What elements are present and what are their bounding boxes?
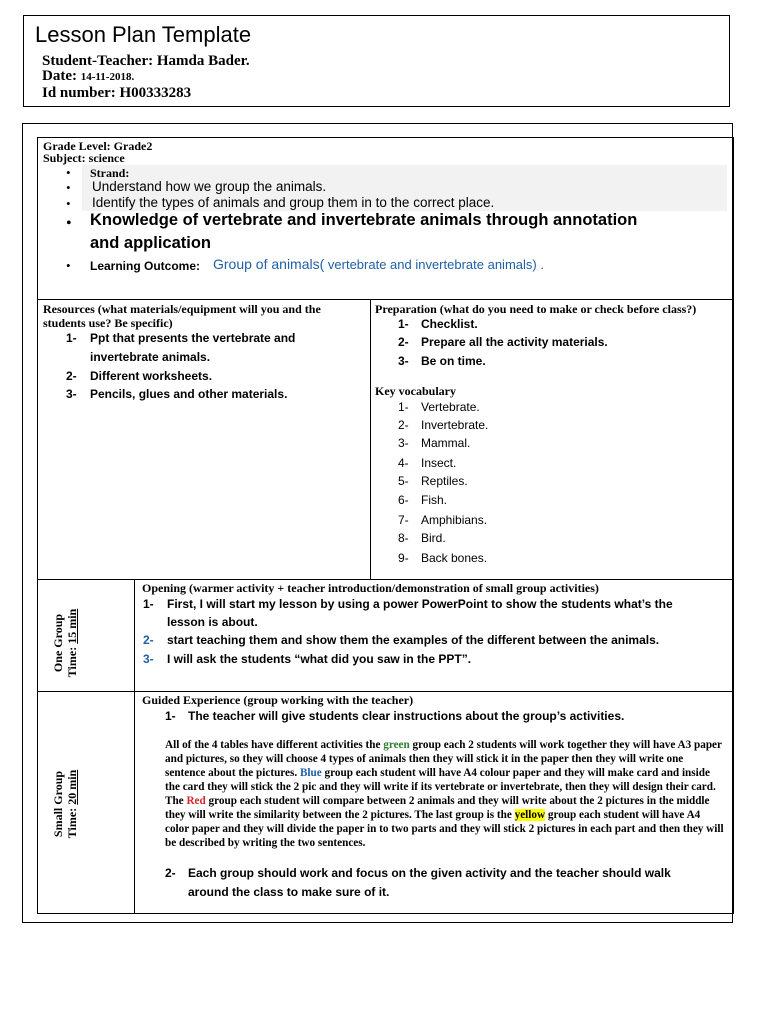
vocab-num: 5- — [398, 474, 409, 488]
guided-group-label: Small Group — [51, 770, 65, 838]
opening-num: 2- — [143, 633, 154, 647]
learning-outcome-rest: vertebrate and invertebrate animals) . — [324, 257, 544, 272]
opening-num: 1- — [143, 597, 154, 611]
guided-item: The teacher will give students clear instructions about the group’s activities. — [188, 709, 625, 723]
vocab-item: Invertebrate. — [421, 418, 489, 432]
guided-num: 2- — [165, 866, 176, 880]
bullet-icon: • — [66, 258, 71, 273]
vocab-num: 3- — [398, 436, 409, 450]
header-box — [23, 15, 730, 107]
vocab-item: Reptiles. — [421, 474, 468, 488]
bullet-icon: • — [66, 196, 71, 211]
blue-group-label: Blue — [299, 767, 322, 779]
grade-label: Grade Level: — [43, 139, 111, 153]
vocab-num: 9- — [398, 551, 409, 565]
time-value: 20 min — [65, 769, 79, 805]
vocab-num: 8- — [398, 531, 409, 545]
strand-item: Understand how we group the animals. — [92, 179, 327, 194]
opening-time — [65, 583, 79, 703]
resource-num: 3- — [66, 387, 77, 401]
preparation-item: Checklist. — [421, 317, 478, 331]
learning-outcome-main: Group of animals( — [213, 256, 325, 272]
preparation-item: Prepare all the activity materials. — [421, 335, 608, 349]
time-label: Time: — [65, 804, 79, 839]
yellow-group-label: yellow — [514, 809, 546, 821]
resource-num: 1- — [66, 331, 77, 345]
vocab-item: Fish. — [421, 493, 448, 507]
vocabulary-heading: Key vocabulary — [375, 384, 456, 398]
id-label: Id number: — [42, 85, 116, 101]
knowledge-line: Knowledge of vertebrate and invertebrate animals through annotation — [90, 211, 638, 229]
opening-item: start teaching them and show them the examples of the different between the animals. — [167, 633, 660, 647]
red-group-label: Red — [186, 795, 206, 807]
bullet-icon: • — [66, 215, 72, 232]
opening-side-label — [51, 583, 81, 703]
divider-resources — [370, 299, 371, 579]
id-value: H00333283 — [119, 85, 192, 101]
opening-heading: Opening (warmer activity + teacher introduction/demonstration of small group activities) — [142, 581, 599, 595]
vocab-num: 7- — [398, 513, 409, 527]
para-text: group each 2 students will work together they will have A3 paper and pictures, so they will choose 4 types of animals then they will stick it in the paper then they will write one sentence about the pictures. — [165, 739, 722, 779]
bullet-icon: • — [66, 165, 71, 180]
guided-heading: Guided Experience (group working with the teacher) — [142, 693, 414, 707]
vocab-item: Bird. — [421, 531, 446, 545]
strand-item: Identify the types of animals and group them in to the correct place. — [92, 195, 495, 210]
resource-item: Different worksheets. — [90, 369, 213, 383]
vocab-item: Mammal. — [421, 436, 471, 450]
resource-item: Ppt that presents the vertebrate and — [90, 331, 296, 345]
preparation-item: Be on time. — [421, 354, 486, 368]
date-label: Date: — [42, 68, 77, 84]
preparation-num: 2- — [398, 335, 409, 349]
para-text: All of the 4 tables have different activities the — [165, 739, 384, 751]
bullet-icon: • — [66, 180, 71, 195]
vocab-num: 6- — [398, 493, 409, 507]
preparation-num: 1- — [398, 317, 409, 331]
resource-item: invertebrate animals. — [90, 350, 211, 364]
opening-item: lesson is about. — [167, 615, 258, 629]
green-group-label: green — [383, 739, 410, 751]
vocab-num: 2- — [398, 418, 409, 432]
opening-item: I will ask the students “what did you saw in the PPT”. — [167, 652, 472, 666]
knowledge-line: and application — [90, 234, 212, 252]
para-text: group each student will compare between 2 animals and they will write about the 2 pictures in the middle they will write the similarity between the 2 pictures. The last group is the — [165, 795, 710, 821]
preparation-num: 3- — [398, 354, 409, 368]
date-line — [42, 68, 134, 85]
divider-side-column — [134, 579, 135, 914]
guided-num: 1- — [165, 709, 176, 723]
vocab-item: Back bones. — [421, 551, 488, 565]
subject-value: science — [88, 151, 125, 165]
id-line — [42, 85, 191, 102]
divider-guided — [37, 691, 734, 692]
grade-value: Grade2 — [113, 139, 153, 153]
resources-heading: Resources (what materials/equipment will you and the — [43, 302, 321, 316]
time-label: Time: — [65, 643, 79, 678]
divider-info — [37, 299, 734, 300]
student-teacher-label: Student-Teacher: — [42, 53, 154, 69]
strand-label: Strand: — [90, 166, 130, 180]
vocab-num: 4- — [398, 456, 409, 470]
date-value: 14-11-2018. — [80, 71, 135, 83]
learning-outcome-value — [213, 256, 544, 272]
para-text: group each student will have A4 colour paper and they will make card and inside the card they will stick the 2 pic and they will write if its vertebrate or invertebrate, then they will design their card. The — [165, 767, 716, 807]
opening-num: 3- — [143, 652, 154, 666]
guided-time — [65, 744, 79, 864]
vocab-item: Insect. — [421, 456, 457, 470]
resource-item: Pencils, glues and other materials. — [90, 387, 288, 401]
para-text: group each student will have A4 color paper and they will divide the paper in to two parts and they will stick 2 pictures in each part and then they will be described by writing the two sentences. — [165, 809, 724, 849]
time-value: 15 min — [65, 608, 79, 644]
vocab-item: Amphibians. — [421, 513, 488, 527]
preparation-heading: Preparation (what do you need to make or check before class?) — [375, 302, 697, 316]
subject — [43, 151, 125, 166]
vocab-num: 1- — [398, 400, 409, 414]
guided-item: Each group should work and focus on the given activity and the teacher should walk — [188, 866, 671, 880]
opening-item: First, I will start my lesson by using a power PowerPoint to show the students what’s the — [167, 597, 673, 611]
resource-num: 2- — [66, 369, 77, 383]
resources-heading: students use? Be specific) — [43, 316, 173, 330]
learning-outcome-label: Learning Outcome: — [90, 259, 201, 273]
vocab-item: Vertebrate. — [421, 400, 480, 414]
guided-item: around the class to make sure of it. — [188, 885, 390, 899]
subject-label: Subject: — [43, 151, 86, 165]
opening-group-label: One Group — [51, 613, 65, 673]
divider-opening — [37, 579, 734, 580]
student-teacher-value: Hamda Bader. — [156, 53, 250, 69]
guided-side-label — [51, 744, 81, 864]
document-title: Lesson Plan Template — [35, 22, 252, 47]
group-activities-paragraph — [165, 738, 725, 850]
